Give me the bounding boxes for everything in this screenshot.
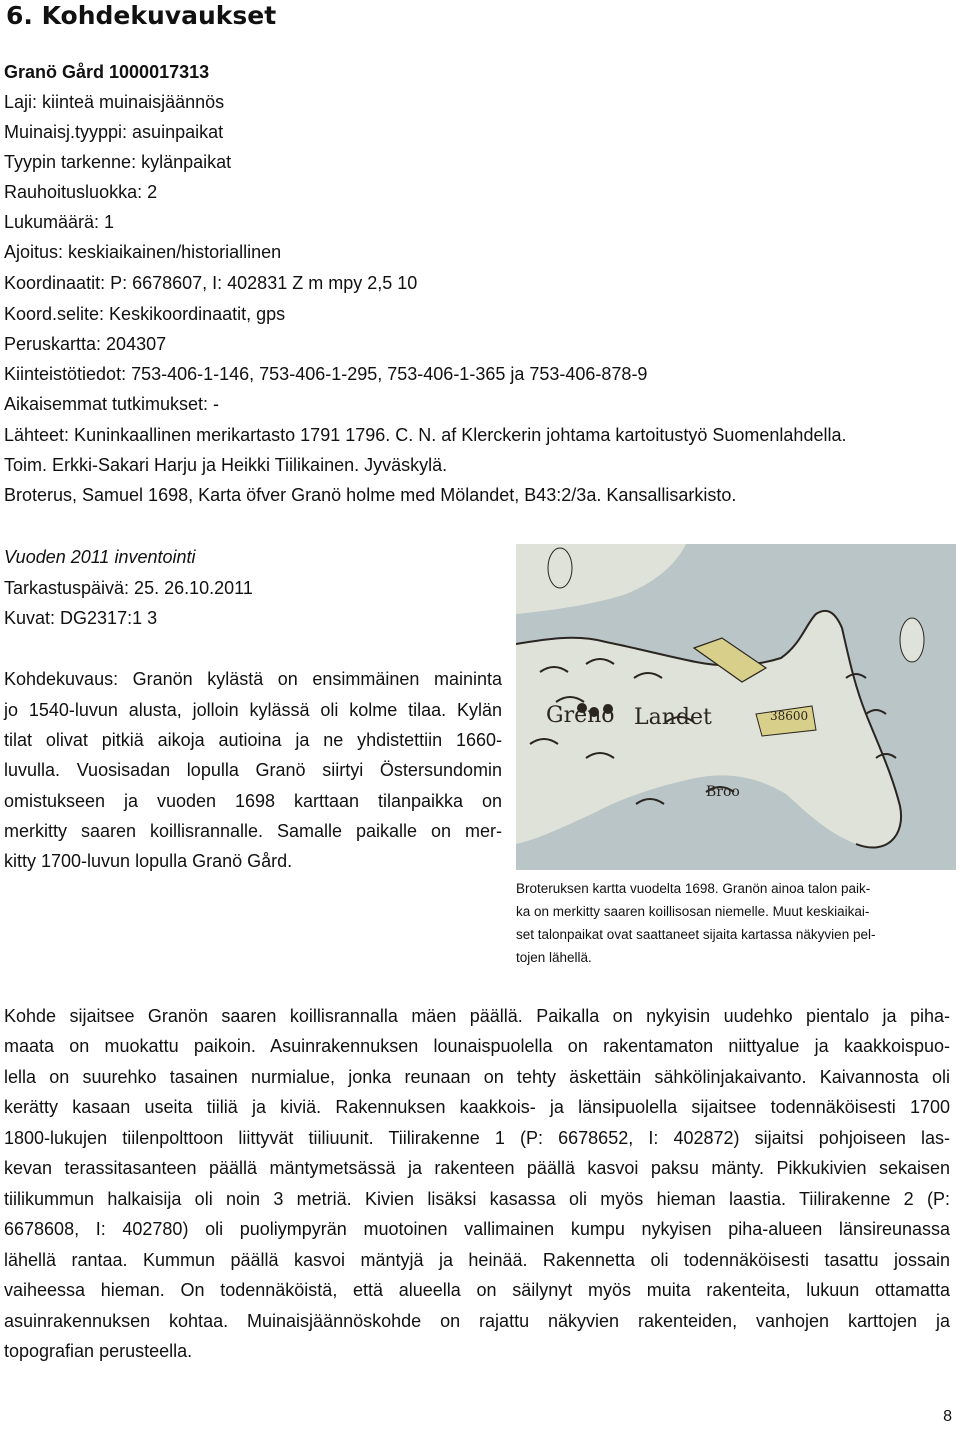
body-line: kevan terassitasanteen päällä mäntymetsässä ja rakenteen päällä kasvoi paksu mänty. Pikkukivien sekaisen bbox=[4, 1158, 950, 1178]
map-caption: tojen lähellä. bbox=[516, 950, 592, 965]
site-tyyppi: Muinaisj.tyyppi: asuinpaikat bbox=[4, 122, 224, 142]
site-lahteet-1: Lähteet: Kuninkaallinen merikartasto 1791 1796. C. N. af Klerckerin johtama kartoitustyö Suomenlahdella. bbox=[4, 425, 847, 445]
map-svg bbox=[516, 544, 956, 870]
map-label: Grenö bbox=[546, 703, 615, 728]
body-line: Kohde sijaitsee Granön saaren koillisrannalla mäen päällä. Paikalla on nykyisin uudehko pientalo ja piha- bbox=[4, 1006, 950, 1026]
body-line: kerätty kasaan useita tiiliä ja kiviä. Rakennuksen kaakkois- ja länsipuolella sijaitsee todennäköisesti 1700 bbox=[4, 1097, 950, 1117]
map-label: Landet bbox=[634, 705, 712, 730]
body-line: maata on muokattu paikoin. Asuinrakennuksen lounaispuolella on rakentamaton niittyalue ja kaakkoispuo- bbox=[4, 1036, 950, 1056]
body-line: vaiheessa hieman. On todennäköistä, että alueella on säilynyt myös muita rakenteita, lukuun ottamatta bbox=[4, 1280, 950, 1300]
site-lahteet-2: Toim. Erkki-Sakari Harju ja Heikki Tiilikainen. Jyväskylä. bbox=[4, 455, 448, 475]
map-caption: set talonpaikat ovat saattaneet sijaita kartassa näkyvien pel- bbox=[516, 927, 876, 942]
site-laji: Laji: kiinteä muinaisjäännös bbox=[4, 92, 225, 112]
site-ajoitus: Ajoitus: keskiaikainen/historiallinen bbox=[4, 242, 282, 262]
kohdekuvaus-line: luvulla. Vuosisadan lopulla Granö siirtyi Östersundomin bbox=[4, 760, 502, 780]
body-line: tiilikummun halkaisija oli noin 3 metriä. Kivien lisäksi kasassa oli myös hieman laastia. Tiilirakenne 2 (P: bbox=[4, 1189, 950, 1209]
site-kiinteistotiedot: Kiinteistötiedot: 753-406-1-146, 753-406-1-295, 753-406-1-365 ja 753-406-878-9 bbox=[4, 364, 648, 384]
body-line: 1800-lukujen tiilenpolttoon liittyvät tiiliuunit. Tiilirakenne 1 (P: 6678652, I: 402872) sijaitsi pohjoiseen las- bbox=[4, 1128, 950, 1148]
page-number: 8 bbox=[943, 1408, 952, 1425]
body-line: 6678608, I: 402780) oli puoliympyrän muotoinen vallimainen kumpu nykyisen piha-alueen länsireunassa bbox=[4, 1219, 950, 1239]
kohdekuvaus-line: Kohdekuvaus: Granön kylästä on ensimmäinen maininta bbox=[4, 669, 502, 689]
inventory-tarkastuspaiva: Tarkastuspäivä: 25. 26.10.2011 bbox=[4, 578, 253, 598]
map-caption: ka on merkitty saaren koillisosan niemelle. Muut keskiaikai- bbox=[516, 904, 870, 919]
site-tarkenne: Tyypin tarkenne: kylänpaikat bbox=[4, 152, 232, 172]
body-line: topografian perusteella. bbox=[4, 1341, 193, 1361]
site-aikaisemmat: Aikaisemmat tutkimukset: - bbox=[4, 394, 220, 414]
map-caption: Broteruksen kartta vuodelta 1698. Granön ainoa talon paik- bbox=[516, 881, 871, 896]
map-label: 38600 bbox=[770, 709, 809, 723]
kohdekuvaus-line: omistukseen ja vuoden 1698 karttaan tilanpaikka on bbox=[4, 791, 502, 811]
kohdekuvaus-line: tilat olivat pitkiä aikoja autioina ja ne yhdistettiin 1660- bbox=[4, 730, 502, 750]
kohdekuvaus-line: jo 1540-luvun alusta, jolloin kylässä oli kolme tilaa. Kylän bbox=[4, 700, 502, 720]
site-peruskartta: Peruskartta: 204307 bbox=[4, 334, 167, 354]
map-label: Broo bbox=[706, 784, 740, 800]
body-line: asuinrakennuksen kohtaa. Muinaisjäännöskohde on rajattu näkyvien rakenteiden, vanhojen karttojen ja bbox=[4, 1311, 950, 1331]
historical-map-image bbox=[516, 544, 956, 870]
site-name: Granö Gård 1000017313 bbox=[4, 62, 210, 82]
site-rauhoitusluokka: Rauhoitusluokka: 2 bbox=[4, 182, 158, 202]
kohdekuvaus-line: merkitty saaren koillisrannalle. Samalle paikalle on mer- bbox=[4, 821, 502, 841]
body-line: lähellä rantaa. Kummun päällä kasvoi mäntyjä ja heinää. Rakennetta oli todennäköisesti tasattu jossain bbox=[4, 1250, 950, 1270]
page-title: 6. Kohdekuvaukset bbox=[6, 1, 277, 30]
inventory-kuvat: Kuvat: DG2317:1 3 bbox=[4, 608, 158, 628]
body-line: lella on suurehko tasainen nurmialue, jonka reunaan on tehty äskettäin sähkölinjakaivanto. Kaivannosta oli bbox=[4, 1067, 950, 1087]
site-koord-selite: Koord.selite: Keskikoordinaatit, gps bbox=[4, 304, 286, 324]
inventory-heading: Vuoden 2011 inventointi bbox=[4, 547, 196, 567]
kohdekuvaus-line: kitty 1700-luvun lopulla Granö Gård. bbox=[4, 851, 293, 871]
site-lahteet-3: Broterus, Samuel 1698, Karta öfver Granö holme med Mölandet, B43:2/3a. Kansallisarkisto. bbox=[4, 485, 737, 505]
site-koordinaatit: Koordinaatit: P: 6678607, I: 402831 Z m mpy 2,5 10 bbox=[4, 273, 418, 293]
site-lukumaara: Lukumäärä: 1 bbox=[4, 212, 115, 232]
